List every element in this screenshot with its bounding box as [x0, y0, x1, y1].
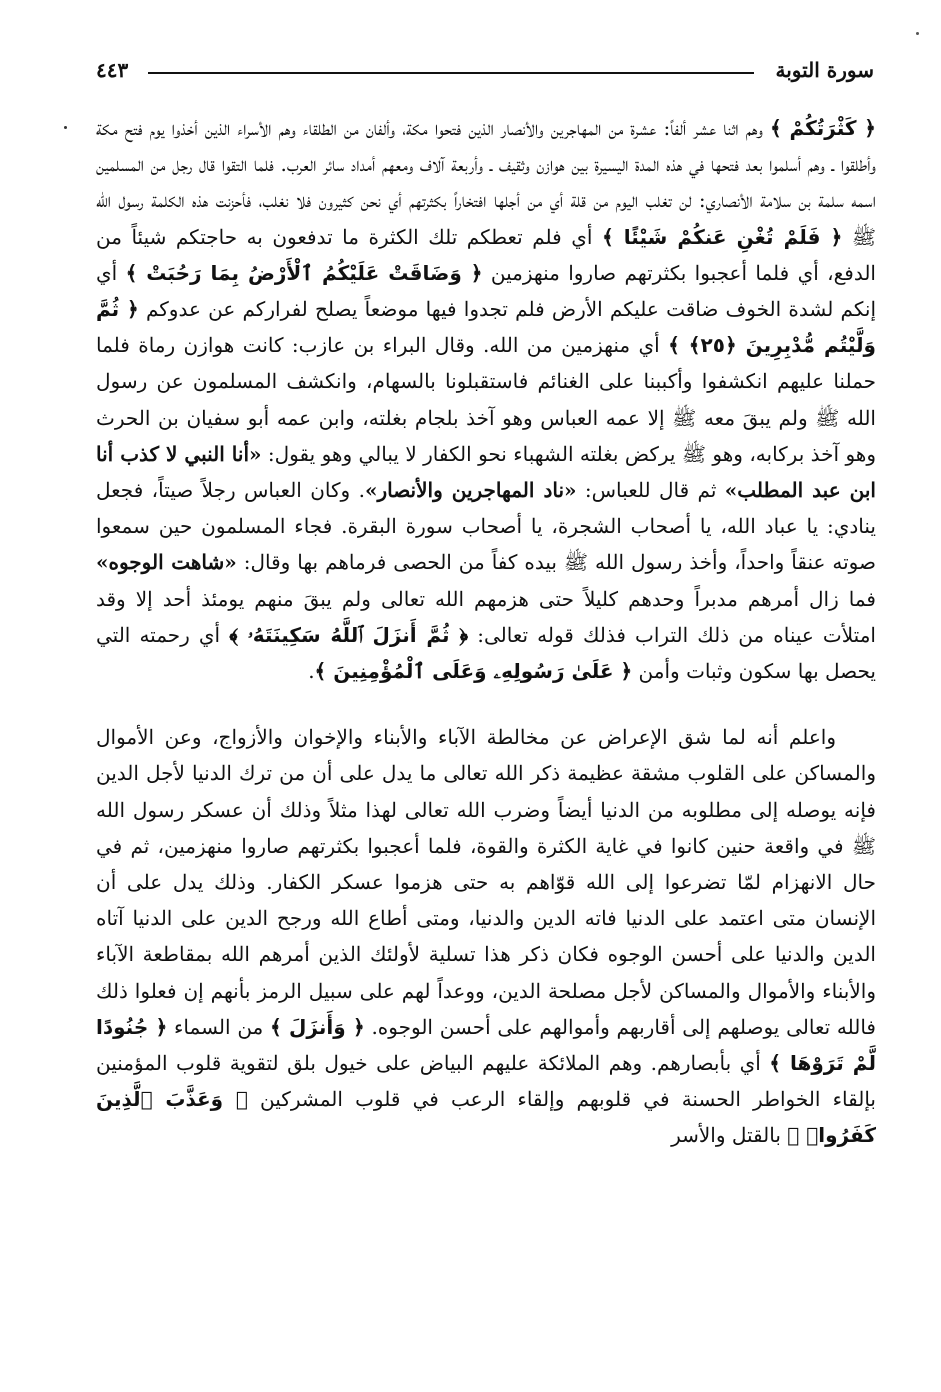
quran-quote: ﴿ وَضَاقَتْ عَلَيْكُمُ ٱلْأَرْضُ بِمَا رَحُبَتْ ﴾ [125, 260, 483, 285]
text-segment: أي رحمته التي يحصل بها سكون وثبات وأمن [96, 622, 876, 684]
text-segment: . [308, 659, 315, 684]
quran-quote: ﴿ وَأَنزَلَ ﴾ [270, 1014, 365, 1039]
header-rule [148, 72, 754, 74]
text-segment: واعلم أنه لما شق الإعراض عن مخالطة الآباء والأبناء والإخوان والأزواج، وعن الأموال والمساكن على القلوب مشقة عظيمة ذكر الله تعالى ما يدل على أن من ترك الدنيا لأجل الدين فإنه يوصله إلى مطلوبه من الدنيا أيضاً وضرب الله تعالى لهذا مثلاً وذلك أن عسكر رسول الله ﷺ في واقعة حنين كانوا في غاية الكثرة والقوة، فلما أعجبوا بكثرتهم صاروا منهزمين، ثم في حال الانهزام لمّا تضرعوا إلى الله قوّاهم به حتى هزموا عسكر الكفار. وذلك يدل على أن الإنسان متى اعتمد على الدنيا فاته الدين والدنيا، ومتى أطاع الله ورجح الدين على الدنيا آتاه الدين والدنيا على أحسن الوجوه فكان ذكر هذا تسلية لأولئك الذين أمرهم الله بمقاطعة الآباء والأبناء والأموال والمساكن لأجل مصلحة الدين، ووعداً لهم على سبيل الرمز بأنهم إن فعلوا ذلك فالله تعالى يوصلهم إلى أقاربهم وأموالهم على أحسن الوجوه. [96, 725, 876, 1039]
text-segment: وهم اثنا عشر ألفاً: عشرة من المهاجرين والأنصار الذين فتحوا مكة، وألفان من الطلقاء وهم الأسراء الذين أخذوا يوم فتح مكة وأطلقوا ـ وهم أسلموا بعد فتحها في هذه المدة اليسيرة بين هوازن وثقيف ـ وأربعة آلاف ومعهم أمداد سائر العرب. فلما التقوا قال رجل من المسلمين اسمه سلمة بن سلامة الأنصاري: لن تغلب اليوم من قلة أي من أجلها افتخاراً بكثرتهم أي نحن كثيرون فلا نغلب، فأحزنت هذه الكلمة رسول الله ﷺ [96, 116, 877, 249]
paragraph-2 [96, 719, 876, 1153]
text-segment: أي منهزمين من الله. وقال البراء بن عازب: كانت هوازن رماة فلما حملنا عليهم انكشفوا وأكببنا على الغنائم فاستقبلونا بالسهام، وانكشف المسلمون عن رسول الله ﷺ ولم يبقَ معه ﷺ إلا عمه العباس وهو آخذ بلجام بغلته، وابن عمه أبو سفيان بن الحرث وهو آخذ بركابه، وهو ﷺ يركض بغلته الشهباء نحو الكفار لا يبالي وهو يقول: [96, 333, 876, 466]
hadith-quote: «ناد المهاجرين والأنصار» [364, 478, 577, 503]
quran-quote: ﴿ وَعَذَّبَ ٱلَّذِينَ كَفَرُوا۟ ﴾ [96, 1087, 876, 1148]
quran-quote: ﴿ جُنُودًا لَّمْ تَرَوْهَا ﴾ [96, 1014, 876, 1076]
hadith-quote: «شاهت الوجوه» [96, 550, 237, 575]
quran-quote: ﴿ ثُمَّ وَلَّيْتُم مُّدْبِرِينَ ﴿٢٥﴾ ﴾ [96, 297, 876, 358]
speck-mark [916, 32, 919, 35]
text-segment: بالقتل والأسر [671, 1123, 788, 1148]
quran-quote: ﴿ فَلَمْ تُغْنِ عَنكُمْ شَيْئًا ﴾ [601, 224, 843, 249]
paragraph-1 [96, 110, 876, 689]
text-segment: أي إنكم لشدة الخوف ضاقت عليكم الأرض فلم تجدوا فيها موضعاً يصلح لفراركم عن عدوكم [96, 260, 877, 322]
page-header [96, 52, 874, 88]
surah-title: سورة التوبة [775, 58, 874, 82]
text-segment: فما زال أمرهم مدبراً وحدهم كليلاً حتى هزمهم الله تعالى ولم يبقَ منهم يومئذ أحد إلا وقد امتلأت عيناه من ذلك التراب فذلك قوله تعالى: [96, 586, 876, 647]
quran-quote: ﴿ عَلَىٰ رَسُولِهِۦ وَعَلَى ٱلْمُؤْمِنِينَ ﴾ [314, 659, 633, 684]
page-number: ٤٤٣ [96, 58, 129, 82]
speck-mark [64, 126, 67, 129]
text-segment: أي بأبصارهم. وهم الملائكة عليهم البياض على خيول بلق لتقوية قلوب المؤمنين بإلقاء الخواطر الحسنة في قلوبهم وإلقاء الرعب في قلوب المشركين [96, 1051, 876, 1112]
quran-quote: ﴿ ثُمَّ أَنزَلَ ٱللَّهُ سَكِينَتَهُۥ ﴾ [229, 622, 469, 647]
text-segment: أي فلم تعطكم تلك الكثرة ما تدفعون به حاجتكم شيئاً من الدفع، أي فلما أعجبوا بكثرتهم صاروا منهزمين [96, 224, 876, 285]
text-segment: ثم قال للعباس: [576, 478, 725, 503]
hadith-quote: «أنا النبي لا كذب أنا ابن عبد المطلب» [96, 441, 876, 503]
body-text [96, 110, 876, 1154]
text-segment: من السماء [167, 1014, 270, 1039]
text-segment: . وكان العباس رجلاً صيتاً، فجعل ينادي: يا عباد الله، يا أصحاب الشجرة، يا أصحاب سورة البقرة. فجاء المسلمون حين سمعوا صوته عنقاً واحداً، وأخذ رسول الله ﷺ بيده كفاً من الحصى فرماهم بها وقال: [96, 478, 876, 575]
quran-quote: ﴿ كَثْرَتُكُمْ ﴾ [770, 116, 876, 140]
